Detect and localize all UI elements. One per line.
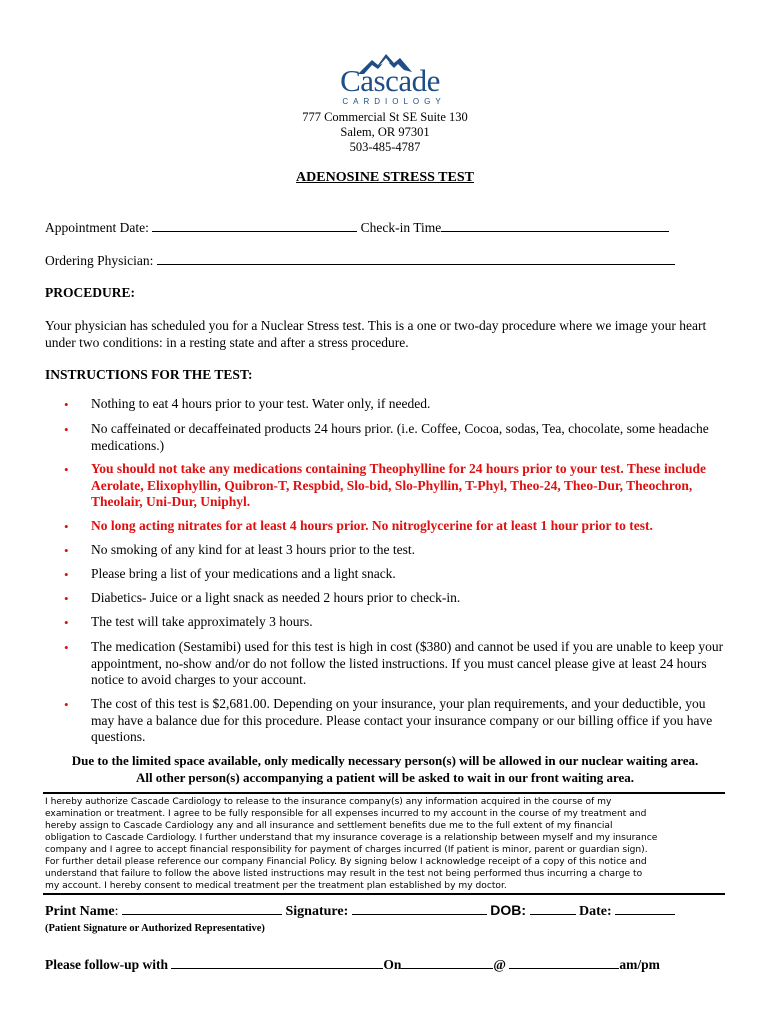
- list-item-text: The medication (Sestamibi) used for this test is high in cost ($380) and cannot be used if you are unable to keep your appointment, no-show and/or do not follow the listed instructions. If you must cancel please give at least 24 hours notice to avoid charges to your account.: [91, 639, 724, 687]
- waiting-area-notice-line2: All other person(s) accompanying a patient will be asked to wait in our front waiting area.: [135, 770, 635, 785]
- procedure-heading: PROCEDURE:: [45, 285, 135, 300]
- signature-label: Signature:: [285, 904, 349, 919]
- bullet-icon: •: [64, 567, 69, 582]
- divider-top: [43, 792, 725, 794]
- bullet-icon: •: [64, 640, 69, 655]
- authorization-line: For further detail please reference our company Financial Policy. By signing below I acknowledge receipt of a copy of this notice and: [45, 857, 647, 867]
- list-item-text: No caffeinated or decaffeinated products 24 hours prior. (i.e. Coffee, Cocoa, sodas, Tea, chocolate, some headache medications.): [91, 421, 709, 453]
- followup-time-field[interactable]: [509, 956, 619, 969]
- bullet-icon: •: [64, 462, 69, 477]
- date-field[interactable]: [615, 902, 675, 915]
- followup-row: [45, 956, 660, 973]
- cascade-cardiology-logo: [320, 52, 460, 108]
- authorization-text: [45, 796, 735, 892]
- appointment-row: [45, 219, 669, 236]
- list-item-text: No long acting nitrates for at least 4 hours prior. No nitroglycerine for at least 1 hour prior to test.: [91, 518, 653, 533]
- bullet-icon: •: [64, 697, 69, 712]
- list-item-text: Nothing to eat 4 hours prior to your test. Water only, if needed.: [91, 396, 431, 411]
- authorization-line: company and I agree to accept financial responsibility for payment of charges incurred (If patient is minor, parent or guardian sign).: [45, 845, 648, 855]
- followup-label: Please follow-up with: [45, 957, 168, 972]
- list-item-text: Diabetics- Juice or a light snack as needed 2 hours prior to check-in.: [91, 590, 461, 605]
- bullet-icon: •: [64, 615, 69, 630]
- list-item-text: No smoking of any kind for at least 3 hours prior to the test.: [91, 542, 415, 557]
- authorization-line: I hereby authorize Cascade Cardiology to release to the insurance company(s) any information acquired in the course of my: [45, 797, 612, 807]
- page-title: ADENOSINE STRESS TEST: [296, 170, 474, 185]
- waiting-area-notice-line1: Due to the limited space available, only medically necessary person(s) will be allowed in our nuclear waiting area.: [71, 753, 699, 768]
- signature-row: [45, 902, 675, 920]
- instructions-heading: INSTRUCTIONS FOR THE TEST:: [45, 367, 253, 382]
- address-city: Salem, OR 97301: [340, 125, 430, 139]
- divider-bottom: [43, 893, 725, 895]
- signature-note: (Patient Signature or Authorized Representative): [45, 923, 265, 934]
- dob-label: DOB:: [490, 902, 527, 918]
- logo-wordmark: Cascade: [340, 63, 440, 98]
- authorization-line: my account. I hereby consent to medical treatment per the treatment plan established by my doctor.: [45, 881, 507, 891]
- appointment-date-field[interactable]: [152, 219, 357, 232]
- appointment-date-label: Appointment Date:: [45, 220, 149, 235]
- followup-on-label: On: [383, 957, 402, 972]
- signature-field[interactable]: [352, 902, 487, 915]
- bullet-icon: •: [64, 519, 69, 534]
- authorization-line: hereby assign to Cascade Cardiology any and all insurance and settlement benefits due me to the full extent of my financial: [45, 821, 613, 831]
- authorization-line: understand that failure to follow the above listed instructions may result in the test not being performed thus incurring a charge to: [45, 869, 643, 879]
- dob-field[interactable]: [530, 902, 576, 915]
- followup-with-field[interactable]: [171, 956, 383, 969]
- print-name-label: Print Name: [45, 904, 115, 919]
- followup-on-field[interactable]: [401, 956, 493, 969]
- bullet-icon: •: [64, 422, 69, 437]
- list-item-text: The cost of this test is $2,681.00. Depending on your insurance, your plan requirements, and your deductible, you may have a balance due for this procedure. Please contact your insurance company or our billing office if you have questions.: [91, 696, 713, 744]
- authorization-line: obligation to Cascade Cardiology. I further understand that my insurance coverage is a relationship between myself and my insurance: [45, 833, 658, 843]
- list-item-text: The test will take approximately 3 hours.: [91, 614, 313, 629]
- checkin-time-field[interactable]: [441, 219, 669, 232]
- logo-subtitle: CARDIOLOGY: [342, 97, 446, 106]
- address-street: 777 Commercial St SE Suite 130: [302, 110, 468, 124]
- checkin-time-label: Check-in Time: [360, 220, 442, 235]
- print-name-field[interactable]: [122, 902, 282, 915]
- ordering-physician-field[interactable]: [157, 252, 675, 265]
- followup-at-label: @: [493, 957, 506, 972]
- physician-row: [45, 252, 675, 269]
- list-item-text: Please bring a list of your medications and a light snack.: [91, 566, 396, 581]
- followup-ampm-label: am/pm: [619, 957, 660, 972]
- bullet-icon: •: [64, 543, 69, 558]
- date-label: Date:: [579, 904, 612, 919]
- print-name-colon: :: [114, 904, 119, 919]
- authorization-line: examination or treatment. I agree to be fully responsible for all expenses incurred to my account in the course of my treatment and: [45, 809, 647, 819]
- procedure-text: Your physician has scheduled you for a Nuclear Stress test. This is a one or two-day procedure where we image your heart under two conditions: in a resting state and after a stress procedure.: [45, 318, 707, 350]
- ordering-physician-label: Ordering Physician:: [45, 253, 154, 268]
- bullet-icon: •: [64, 591, 69, 606]
- list-item-text: You should not take any medications containing Theophylline for 24 hours prior to your test. These include Aerolate, Elixophyllin, Quibron-T, Respbid, Slo-bid, Slo-Phyllin, T-Phyl, Theo-24, Theo-Dur, Theochron, Theolair, Uni-Dur, Uniphyl.: [91, 461, 706, 509]
- phone-number: 503-485-4787: [349, 140, 421, 154]
- bullet-icon: •: [64, 397, 69, 412]
